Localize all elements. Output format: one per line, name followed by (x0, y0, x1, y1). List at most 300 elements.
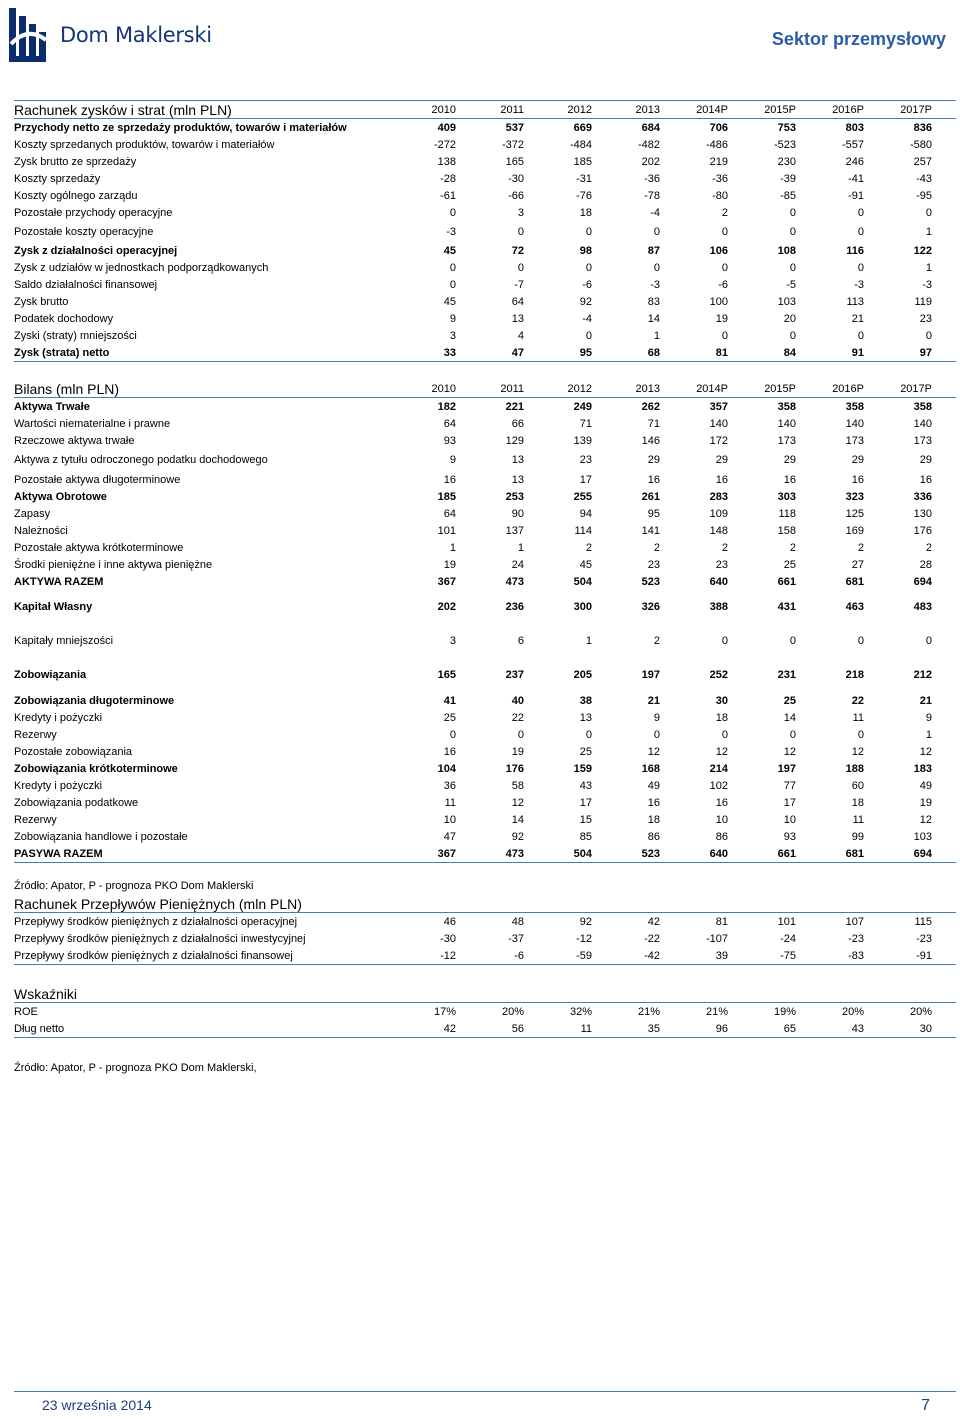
row-value: -83 (820, 947, 888, 965)
footer-rule (14, 1391, 956, 1392)
row-value: 66 (511, 417, 524, 430)
row-value: 12 (783, 745, 796, 758)
header-cell (412, 985, 480, 1003)
row-value: 9 (925, 711, 932, 724)
footer-date: 23 września 2014 (42, 1397, 152, 1413)
row-value: -76 (576, 189, 592, 202)
row-value: 23 (715, 558, 728, 571)
year-header: 2011 (480, 380, 548, 398)
row-value: 22 (511, 711, 524, 724)
row-value: 25 (783, 694, 796, 707)
row-value: 29 (715, 454, 728, 466)
row-value: 47 (443, 830, 456, 843)
year-header: 2011 (480, 101, 548, 119)
row-value: 219 (709, 155, 728, 168)
row-value: 13 (511, 312, 524, 325)
row-value: 2 (857, 541, 864, 554)
row-value: 231 (777, 669, 796, 681)
row-value: 0 (721, 261, 728, 274)
row-value: 25 (579, 745, 592, 758)
row-value: -6 (718, 278, 728, 291)
row-value: 504 (548, 845, 616, 863)
row-value: 230 (777, 155, 796, 168)
header-cell (888, 895, 956, 913)
row-label: Pozostałe zobowiązania (14, 745, 133, 758)
row-value: 10 (443, 813, 456, 826)
row-value: 183 (913, 762, 932, 775)
row-value: -85 (780, 189, 796, 202)
row-value: 202 (641, 155, 660, 168)
row-value: 185 (437, 490, 456, 503)
row-value: 47 (480, 344, 548, 362)
row-label: Kapitały mniejszości (14, 635, 114, 647)
row-label: Aktywa z tytułu odroczonego podatku dochodowego (14, 454, 268, 466)
row-value: -23 (916, 932, 932, 945)
row-value: 221 (505, 400, 524, 413)
row-value: 358 (913, 400, 932, 413)
row-label: Rezerwy (14, 728, 57, 741)
row-value: 99 (851, 830, 864, 843)
row-value: 43 (579, 779, 592, 792)
row-value: 45 (579, 558, 592, 571)
row-value: 537 (505, 121, 524, 134)
row-value: -7 (514, 278, 524, 291)
row-label: Pozostałe aktywa krótkoterminowe (14, 541, 184, 554)
row-label: Aktywa Trwałe (14, 400, 90, 413)
row-value: 90 (511, 507, 524, 520)
row-value: 0 (857, 261, 864, 274)
table-header (14, 380, 956, 398)
row-value: 119 (914, 295, 932, 308)
row-label: Zysk z działalności operacyjnej (14, 244, 178, 257)
row-value: 20 (783, 312, 796, 325)
row-value: 218 (845, 669, 864, 681)
row-value: 0 (449, 206, 456, 219)
row-value: 16 (647, 473, 660, 486)
table-row (14, 709, 956, 726)
row-value: 0 (585, 728, 592, 741)
row-label: Pozostałe aktywa długoterminowe (14, 473, 181, 486)
row-value: 81 (715, 915, 728, 928)
year-header: 2010 (412, 101, 480, 119)
row-label: Saldo działalności finansowej (14, 278, 158, 291)
table-row (14, 187, 956, 204)
year-header: 2016P (820, 101, 888, 119)
row-label: Koszty sprzedanych produktów, towarów i materiałów (14, 138, 275, 151)
row-label: Koszty ogólnego zarządu (14, 189, 138, 202)
row-value: 71 (579, 417, 592, 430)
row-value: -22 (644, 932, 660, 945)
row-value: -80 (712, 189, 728, 202)
row-value: -107 (705, 932, 728, 945)
header-cell (412, 895, 480, 913)
ratios-table (14, 985, 956, 1038)
row-value: 640 (684, 845, 752, 863)
row-value: 16 (715, 473, 728, 486)
row-label: Przepływy środków pieniężnych z działalności finansowej (14, 947, 412, 965)
balance-table (14, 380, 956, 863)
row-label: Podatek dochodowy (14, 312, 114, 325)
row-label: Należności (14, 524, 68, 537)
row-value: 173 (777, 434, 796, 447)
table-row (14, 1020, 956, 1038)
row-value: 661 (752, 845, 820, 863)
row-value: 148 (709, 524, 728, 537)
row-value: -91 (888, 947, 956, 965)
table-row (14, 913, 956, 931)
row-value: 0 (789, 329, 796, 342)
row-value: 140 (913, 417, 932, 430)
row-value: 22 (851, 694, 864, 707)
row-value: 20% (909, 1005, 932, 1018)
row-value: 2 (653, 635, 660, 647)
row-label: Zapasy (14, 507, 51, 520)
row-value: 0 (925, 206, 932, 219)
row-value: 16 (443, 745, 456, 758)
year-header: 2015P (752, 101, 820, 119)
row-value: 2 (653, 541, 660, 554)
table-row (14, 310, 956, 327)
row-value: 323 (845, 490, 864, 503)
row-value: 100 (709, 295, 728, 308)
header-cell (752, 985, 820, 1003)
row-value: 92 (579, 295, 592, 308)
row-value: 2 (585, 541, 592, 554)
row-value: -557 (841, 138, 864, 151)
row-value: 173 (913, 434, 932, 447)
row-value: 182 (437, 400, 456, 413)
header-cell (616, 985, 684, 1003)
row-value: 43 (820, 1020, 888, 1038)
row-value: 3 (449, 635, 456, 647)
table-title: Bilans (mln PLN) (14, 380, 412, 398)
row-value: 214 (709, 762, 728, 775)
row-value: 45 (443, 295, 456, 308)
row-value: 249 (573, 400, 592, 413)
row-value: 836 (913, 121, 932, 134)
row-value: 36 (443, 779, 456, 792)
table-row (14, 760, 956, 777)
row-value: 64 (443, 417, 456, 430)
row-value: 17 (783, 796, 796, 809)
row-value: 29 (647, 454, 660, 466)
row-value: 24 (511, 558, 524, 571)
table-row (14, 692, 956, 709)
row-value: -3 (922, 278, 932, 291)
row-value: 0 (857, 206, 864, 219)
row-value: 473 (480, 845, 548, 863)
row-value: 205 (573, 669, 592, 681)
row-label: Rzeczowe aktywa trwałe (14, 434, 135, 447)
row-value: 17 (579, 473, 592, 486)
row-value: 4 (517, 329, 524, 342)
row-value: -91 (848, 189, 864, 202)
row-value: 158 (777, 524, 796, 537)
row-value: 252 (709, 669, 728, 681)
table-header (14, 985, 956, 1003)
row-value: 523 (616, 845, 684, 863)
row-value: 0 (517, 225, 524, 238)
row-value: 101 (437, 524, 456, 537)
row-value: 0 (517, 261, 524, 274)
table-row (14, 415, 956, 432)
row-value: 165 (505, 155, 524, 168)
cashflow-section (14, 895, 956, 965)
row-value: 29 (851, 454, 864, 466)
row-value: 283 (709, 490, 728, 503)
table-row (14, 828, 956, 845)
row-value: 48 (511, 915, 524, 928)
source-note-2: Źródło: Apator, P - prognoza PKO Dom Maklerski, (14, 1062, 257, 1074)
row-value: 358 (845, 400, 864, 413)
row-value: 118 (778, 507, 796, 520)
row-value: 176 (913, 524, 932, 537)
row-value: 140 (777, 417, 796, 430)
row-label: Zobowiązania krótkoterminowe (14, 762, 178, 775)
row-value: 0 (789, 635, 796, 647)
row-value: 140 (709, 417, 728, 430)
row-value: 684 (641, 121, 660, 134)
row-value: 237 (505, 669, 524, 681)
year-header: 2010 (412, 380, 480, 398)
table-row (14, 845, 956, 863)
sector-title: Sektor przemysłowy (771, 29, 946, 49)
row-value: 11 (548, 1020, 616, 1038)
row-label: Zysk z udziałów w jednostkach podporządkowanych (14, 261, 269, 274)
row-value: 64 (511, 295, 524, 308)
row-value: 212 (913, 669, 932, 681)
row-value: 16 (851, 473, 864, 486)
row-value: 93 (443, 434, 456, 447)
row-value: 84 (752, 344, 820, 362)
row-value: -23 (848, 932, 864, 945)
row-value: 32% (569, 1005, 592, 1018)
row-value: 253 (505, 490, 524, 503)
row-value: -484 (569, 138, 592, 151)
row-value: 11 (852, 813, 864, 826)
table-row (14, 276, 956, 293)
row-value: 65 (752, 1020, 820, 1038)
table-row (14, 811, 956, 828)
row-value: 98 (579, 244, 592, 257)
table-row (14, 432, 956, 449)
row-value: -42 (616, 947, 684, 965)
table-row (14, 153, 956, 170)
row-value: 2 (721, 206, 728, 219)
row-value: 103 (913, 830, 932, 843)
row-value: 122 (913, 244, 932, 257)
row-value: 86 (715, 830, 728, 843)
row-value: -61 (440, 189, 456, 202)
row-value: 188 (845, 762, 864, 775)
row-label: Koszty sprzedaży (14, 172, 101, 185)
table-row (14, 471, 956, 488)
row-label: Środki pieniężne i inne aktywa pieniężne (14, 558, 213, 571)
row-value: 0 (449, 728, 456, 741)
row-value: 11 (444, 796, 456, 809)
row-label: Rezerwy (14, 813, 57, 826)
source-note: Źródło: Apator, P - prognoza PKO Dom Maklerski (14, 880, 254, 892)
row-value: 19% (773, 1005, 796, 1018)
row-value: 159 (573, 762, 592, 775)
row-value: 29 (919, 454, 932, 466)
row-label: Przepływy środków pieniężnych z działalności inwestycyjnej (14, 932, 306, 945)
row-value: -4 (650, 206, 660, 219)
row-value: 25 (783, 558, 796, 571)
row-value: 114 (574, 524, 592, 537)
row-value: 262 (641, 400, 660, 413)
row-value: 14 (783, 711, 796, 724)
table-header (14, 101, 956, 119)
row-value: 0 (653, 225, 660, 238)
row-value: -12 (576, 932, 592, 945)
row-value: 10 (715, 813, 728, 826)
row-value: 16 (443, 473, 456, 486)
row-value: 23 (647, 558, 660, 571)
row-value: 116 (846, 244, 864, 257)
header-cell (752, 895, 820, 913)
row-value: 106 (709, 244, 728, 257)
row-value: 91 (820, 344, 888, 362)
row-value: 12 (919, 813, 932, 826)
row-value: 45 (443, 244, 456, 257)
row-value: -580 (909, 138, 932, 151)
table-row (14, 624, 956, 658)
row-value: 803 (845, 121, 864, 134)
row-value: 28 (919, 558, 932, 571)
row-label: Aktywa Obrotowe (14, 490, 107, 503)
header-cell (616, 895, 684, 913)
row-value: -6 (480, 947, 548, 965)
table-row (14, 505, 956, 522)
row-value: 103 (777, 295, 796, 308)
row-value: -30 (508, 172, 524, 185)
row-value: 0 (721, 635, 728, 647)
row-value: -3 (854, 278, 864, 291)
row-value: 30 (888, 1020, 956, 1038)
row-value: 17% (433, 1005, 456, 1018)
header-cell (684, 985, 752, 1003)
header-cell (820, 985, 888, 1003)
table-title: Rachunek Przepływów Pieniężnych (mln PLN) (14, 895, 412, 913)
row-value: 58 (511, 779, 524, 792)
row-value: 0 (653, 728, 660, 741)
row-value: 0 (789, 261, 796, 274)
row-value: 83 (647, 295, 660, 308)
row-value: 326 (641, 601, 660, 613)
row-value: 483 (913, 601, 932, 613)
row-value: 0 (857, 225, 864, 238)
row-value: -24 (780, 932, 796, 945)
row-value: 185 (573, 155, 592, 168)
row-value: 77 (783, 779, 796, 792)
row-value: 71 (647, 417, 660, 430)
row-value: -3 (446, 225, 456, 238)
row-value: 255 (573, 490, 592, 503)
row-value: -43 (916, 172, 932, 185)
row-value: 0 (925, 329, 932, 342)
row-value: 27 (851, 558, 864, 571)
table-row (14, 119, 956, 137)
table-title: Wskaźniki (14, 985, 412, 1003)
row-value: 16 (715, 796, 728, 809)
row-value: 0 (585, 225, 592, 238)
row-value: 0 (721, 728, 728, 741)
row-value: 138 (437, 155, 456, 168)
row-value: 18 (715, 711, 728, 724)
row-value: -37 (508, 932, 524, 945)
table-row (14, 590, 956, 624)
row-value: 0 (789, 728, 796, 741)
row-value: 46 (443, 915, 456, 928)
row-value: 94 (579, 507, 592, 520)
row-value: 12 (851, 745, 864, 758)
row-label: Zysk (strata) netto (14, 344, 412, 362)
row-value: 3 (517, 206, 524, 219)
row-value: 139 (573, 434, 592, 447)
row-label: Dług netto (14, 1020, 412, 1038)
row-value: 9 (653, 711, 660, 724)
row-value: 0 (925, 635, 932, 647)
row-value: 95 (647, 507, 660, 520)
row-value: 681 (845, 575, 864, 588)
row-value: 92 (579, 915, 592, 928)
row-value: -36 (644, 172, 660, 185)
row-value: -4 (582, 312, 592, 325)
row-value: 87 (647, 244, 660, 257)
table-row (14, 1003, 956, 1021)
row-value: -372 (501, 138, 524, 151)
row-value: 113 (846, 295, 864, 308)
row-label: Kredyty i pożyczki (14, 779, 103, 792)
row-label: Przychody netto ze sprzedaży produktów, towarów i materiałów (14, 121, 347, 134)
row-value: 20% (841, 1005, 864, 1018)
row-value: 0 (789, 225, 796, 238)
row-value: 2 (721, 541, 728, 554)
row-value: 1 (925, 225, 932, 238)
row-value: 358 (777, 400, 796, 413)
row-value: 95 (548, 344, 616, 362)
row-value: 1 (449, 541, 456, 554)
row-value: 12 (647, 745, 660, 758)
row-value: 1 (585, 635, 592, 647)
table-row (14, 398, 956, 416)
row-value: -41 (848, 172, 864, 185)
row-value: -78 (644, 189, 660, 202)
row-value: 16 (783, 473, 796, 486)
row-value: -75 (752, 947, 820, 965)
row-value: 137 (505, 524, 524, 537)
row-value: 669 (573, 121, 592, 134)
row-value: 176 (505, 762, 524, 775)
table-row (14, 449, 956, 471)
row-value: 236 (505, 601, 524, 613)
table-row (14, 242, 956, 259)
table-row (14, 522, 956, 539)
row-label: Zobowiązania długoterminowe (14, 694, 175, 707)
row-value: 0 (585, 329, 592, 342)
row-value: 21 (919, 694, 932, 707)
table-header (14, 895, 956, 913)
row-value: 19 (715, 312, 728, 325)
header-cell (548, 895, 616, 913)
row-label: Zysk brutto ze sprzedaży (14, 155, 137, 168)
table-row (14, 204, 956, 221)
row-value: 0 (653, 261, 660, 274)
row-value: 357 (709, 400, 728, 413)
row-value: 0 (517, 728, 524, 741)
row-value: 21 (647, 694, 660, 707)
